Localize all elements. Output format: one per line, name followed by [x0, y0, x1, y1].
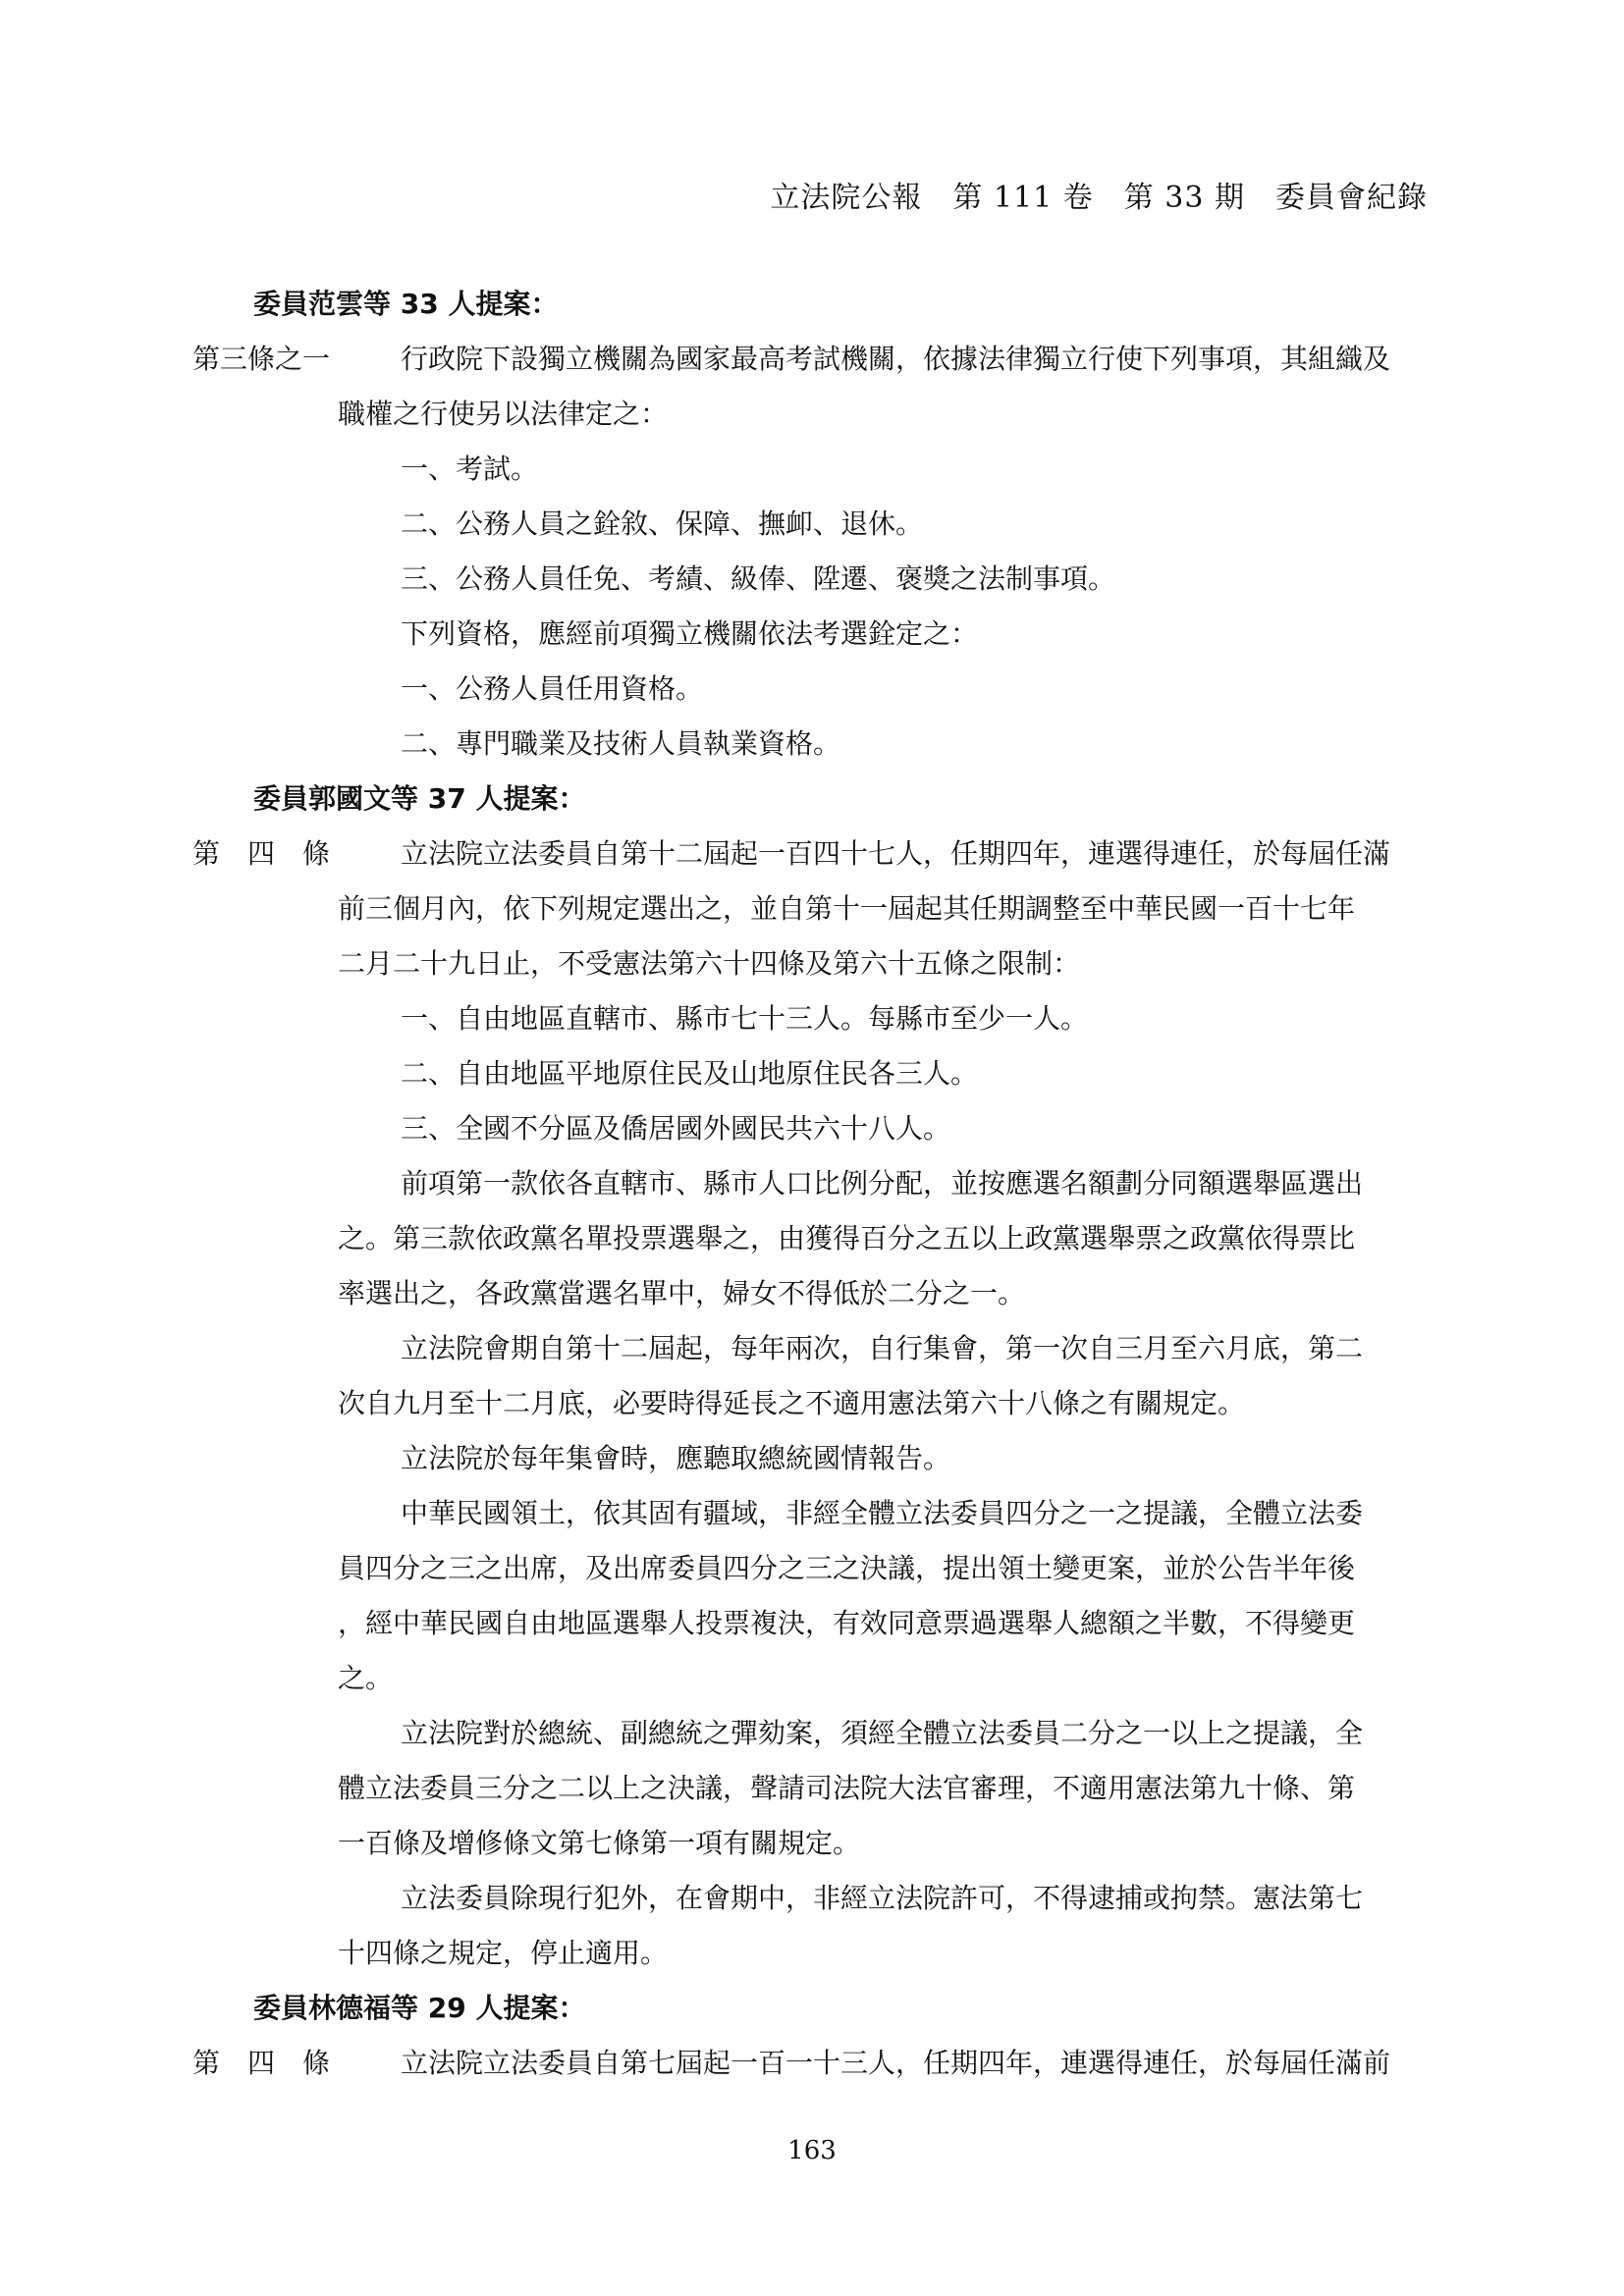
text-line: 二、公務人員之銓敘、保障、撫卹、退休。	[401, 507, 924, 540]
text-line: 前項第一款依各直轄市、縣市人口比例分配，並按應選名額劃分同額選舉區選出	[401, 1167, 1364, 1200]
page-header: 立法院公報 第 111 卷 第 33 期 委員會紀錄	[770, 181, 1428, 215]
text-line: 一、考試。	[401, 453, 539, 485]
text-line: ，經中華民國自由地區選舉人投票複決，有效同意票過選舉人總額之半數，不得變更	[338, 1607, 1356, 1639]
text-line: 之。第三款依政黨名單投票選舉之，由獲得百分之五以上政黨選舉票之政黨依得票比	[338, 1222, 1356, 1255]
text-line: 職權之行使另以法律定之：	[338, 398, 669, 430]
text-line: 之。	[338, 1662, 394, 1694]
text-line: 率選出之，各政黨當選名單中，婦女不得低於二分之一。	[338, 1277, 1026, 1309]
text-line: 員四分之三之出席，及出席委員四分之三之決議，提出領土變更案，並於公告半年後	[338, 1552, 1356, 1584]
text-line: 三、公務人員任免、考績、級俸、陞遷、褒獎之法制事項。	[401, 562, 1116, 595]
article-text: 立法院立法委員自第十二屆起一百四十七人，任期四年，連選得連任，於每屆任滿	[401, 837, 1391, 870]
text-line: 一百條及增修條文第七條第一項有關規定。	[338, 1827, 861, 1859]
text-line: 二、專門職業及技術人員執業資格。	[401, 727, 841, 760]
text-line: 立法委員除現行犯外，在會期中，非經立法院許可，不得逮捕或拘禁。憲法第七	[401, 1882, 1364, 1914]
article-label: 第 四 條	[192, 837, 331, 870]
article-line	[192, 827, 1439, 881]
text-line: 一、公務人員任用資格。	[401, 672, 704, 705]
text-line: 二、自由地區平地原住民及山地原住民各三人。	[401, 1057, 979, 1090]
text-line: 三、全國不分區及僑居國外國民共六十八人。	[401, 1112, 951, 1145]
text-line: 十四條之規定，停止適用。	[338, 1937, 669, 1969]
page-number: 163	[787, 2136, 837, 2165]
article-text: 行政院下設獨立機關為國家最高考試機關，依據法律獨立行使下列事項，其組織及	[401, 343, 1391, 375]
article-line	[192, 2036, 1439, 2091]
article-text: 立法院立法委員自第七屆起一百一十三人，任期四年，連選得連任，於每屆任滿前	[401, 2047, 1391, 2079]
text-line: 立法院對於總統、副總統之彈劾案，須經全體立法委員二分之一以上之提議，全	[401, 1717, 1364, 1749]
text-line: 次自九月至十二月底，必要時得延長之不適用憲法第六十八條之有關規定。	[338, 1387, 1246, 1419]
text-line: 中華民國領土，依其固有疆域，非經全體立法委員四分之一之提議，全體立法委	[401, 1497, 1364, 1529]
text-line: 下列資格，應經前項獨立機關依法考選銓定之：	[401, 617, 979, 650]
document-body	[192, 277, 1439, 2091]
article-line	[192, 332, 1439, 387]
text-line: 立法院於每年集會時，應聽取總統國情報告。	[401, 1442, 951, 1474]
proposal-heading: 委員林德福等 29 人提案：	[253, 1992, 586, 2024]
article-label: 第三條之一	[192, 343, 331, 375]
text-line: 體立法委員三分之二以上之決議，聲請司法院大法官審理，不適用憲法第九十條、第	[338, 1772, 1356, 1804]
proposal-heading: 委員范雲等 33 人提案：	[253, 288, 559, 320]
proposal-heading: 委員郭國文等 37 人提案：	[253, 782, 586, 815]
article-label: 第 四 條	[192, 2047, 331, 2079]
text-line: 立法院會期自第十二屆起，每年兩次，自行集會，第一次自三月至六月底，第二	[401, 1332, 1364, 1364]
text-line: 二月二十九日止，不受憲法第六十四條及第六十五條之限制：	[338, 947, 1081, 980]
text-line: 前三個月內，依下列規定選出之，並自第十一屆起其任期調整至中華民國一百十七年	[338, 892, 1356, 925]
text-line: 一、自由地區直轄市、縣市七十三人。每縣市至少一人。	[401, 1002, 1089, 1035]
